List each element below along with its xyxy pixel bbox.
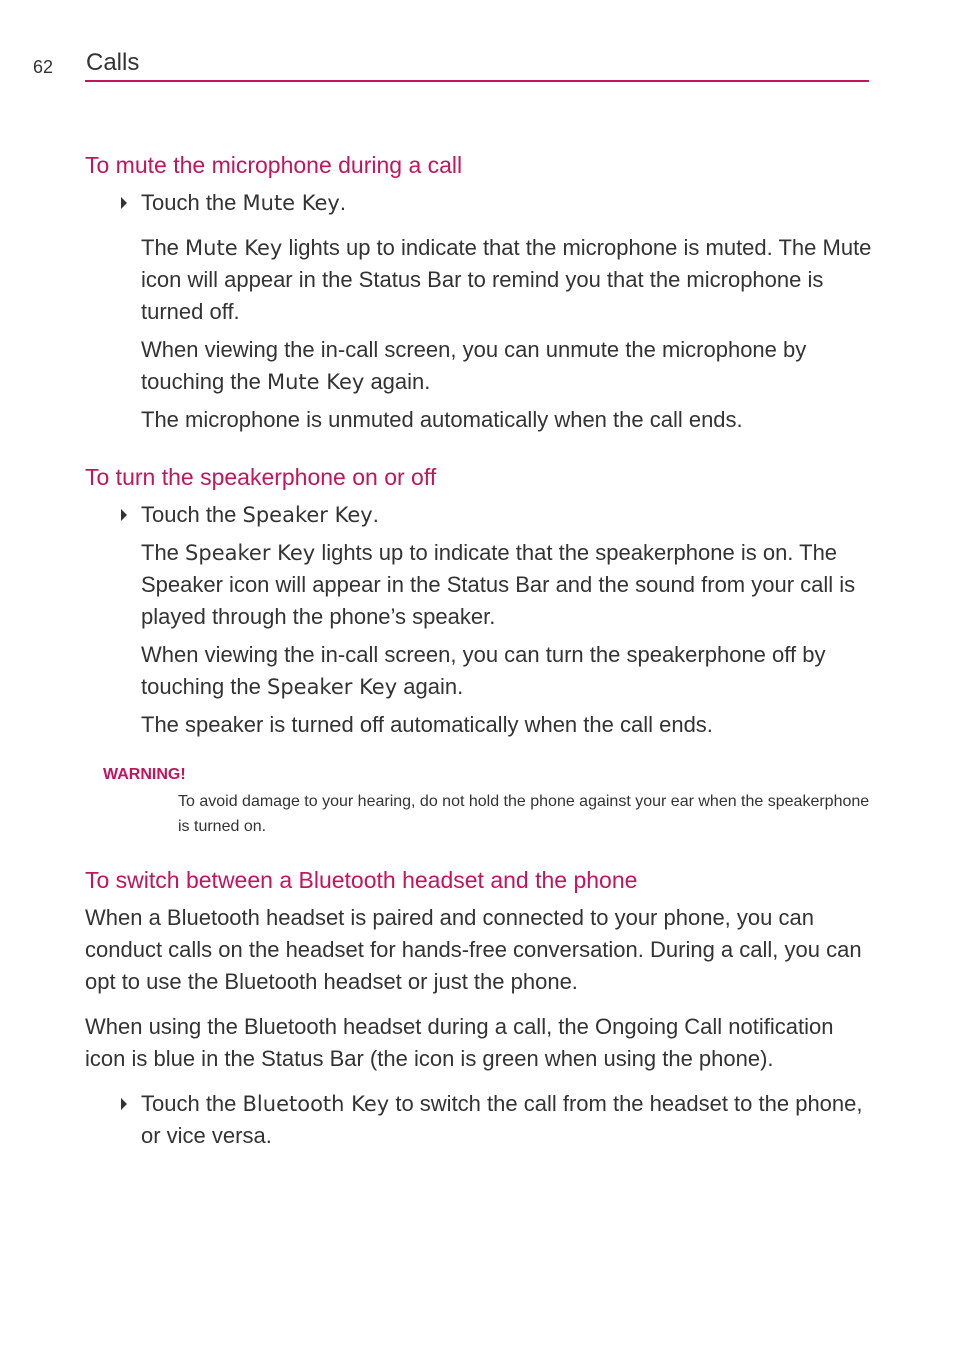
step-touch-bluetooth-key: Touch the Bluetooth Key to switch the call from the headset to the phone, or vice versa. [85, 1088, 875, 1152]
bullet-arrow-icon [121, 197, 127, 209]
paragraph: When viewing the in-call screen, you can turn the speakerphone off by touching the Speaker Key again. [141, 642, 826, 699]
key-name: Speaker Key [266, 675, 398, 699]
paragraph: When a Bluetooth headset is paired and connected to your phone, you can conduct calls on the headset for hands-free conversation. During a call, you can opt to use the Bluetooth headset or just the phone. [85, 905, 862, 994]
paragraph: When viewing the in-call screen, you can unmute the microphone by touching the Mute Key again. [141, 337, 807, 394]
warning-text: To avoid damage to your hearing, do not hold the phone against your ear when the speakerphone is turned on. [178, 793, 870, 835]
header-rule [85, 80, 869, 82]
bullet-arrow-icon [121, 1098, 127, 1110]
key-name: Speaker Key [185, 541, 316, 565]
key-name: Mute Key [242, 191, 340, 215]
step-touch-mute-key: Touch the Mute Key. [85, 187, 875, 219]
heading-mute-microphone: To mute the microphone during a call [85, 152, 463, 178]
key-name: Mute Key [185, 236, 283, 260]
key-name: Bluetooth Key [242, 1092, 390, 1116]
warning-label: WARNING! [103, 766, 186, 783]
bullet-arrow-icon [121, 509, 127, 521]
heading-bluetooth-switch: To switch between a Bluetooth headset and the phone [85, 867, 638, 893]
step-touch-speaker-key: Touch the Speaker Key. [85, 499, 875, 531]
key-name: Speaker Key [242, 503, 373, 527]
paragraph: The Speaker Key lights up to indicate that the speakerphone is on. The Speaker icon will appear in the Status Bar and the sound from your call is played through the phone’s speaker. [141, 540, 856, 629]
heading-speakerphone: To turn the speakerphone on or off [85, 464, 437, 490]
paragraph: The Mute Key lights up to indicate that the microphone is muted. The Mute icon will appear in the Status Bar to remind you that the microphone is turned off. [141, 235, 872, 324]
paragraph: The speaker is turned off automatically when the call ends. [141, 712, 713, 737]
page-content [85, 149, 875, 1152]
key-name: Mute Key [266, 370, 365, 394]
paragraph: When using the Bluetooth headset during a call, the Ongoing Call notification icon is blue in the Status Bar (the icon is green when using the phone). [85, 1014, 834, 1071]
paragraph: The microphone is unmuted automatically when the call ends. [141, 407, 743, 432]
section-title: Calls [86, 49, 140, 76]
page-number: 62 [33, 57, 54, 77]
